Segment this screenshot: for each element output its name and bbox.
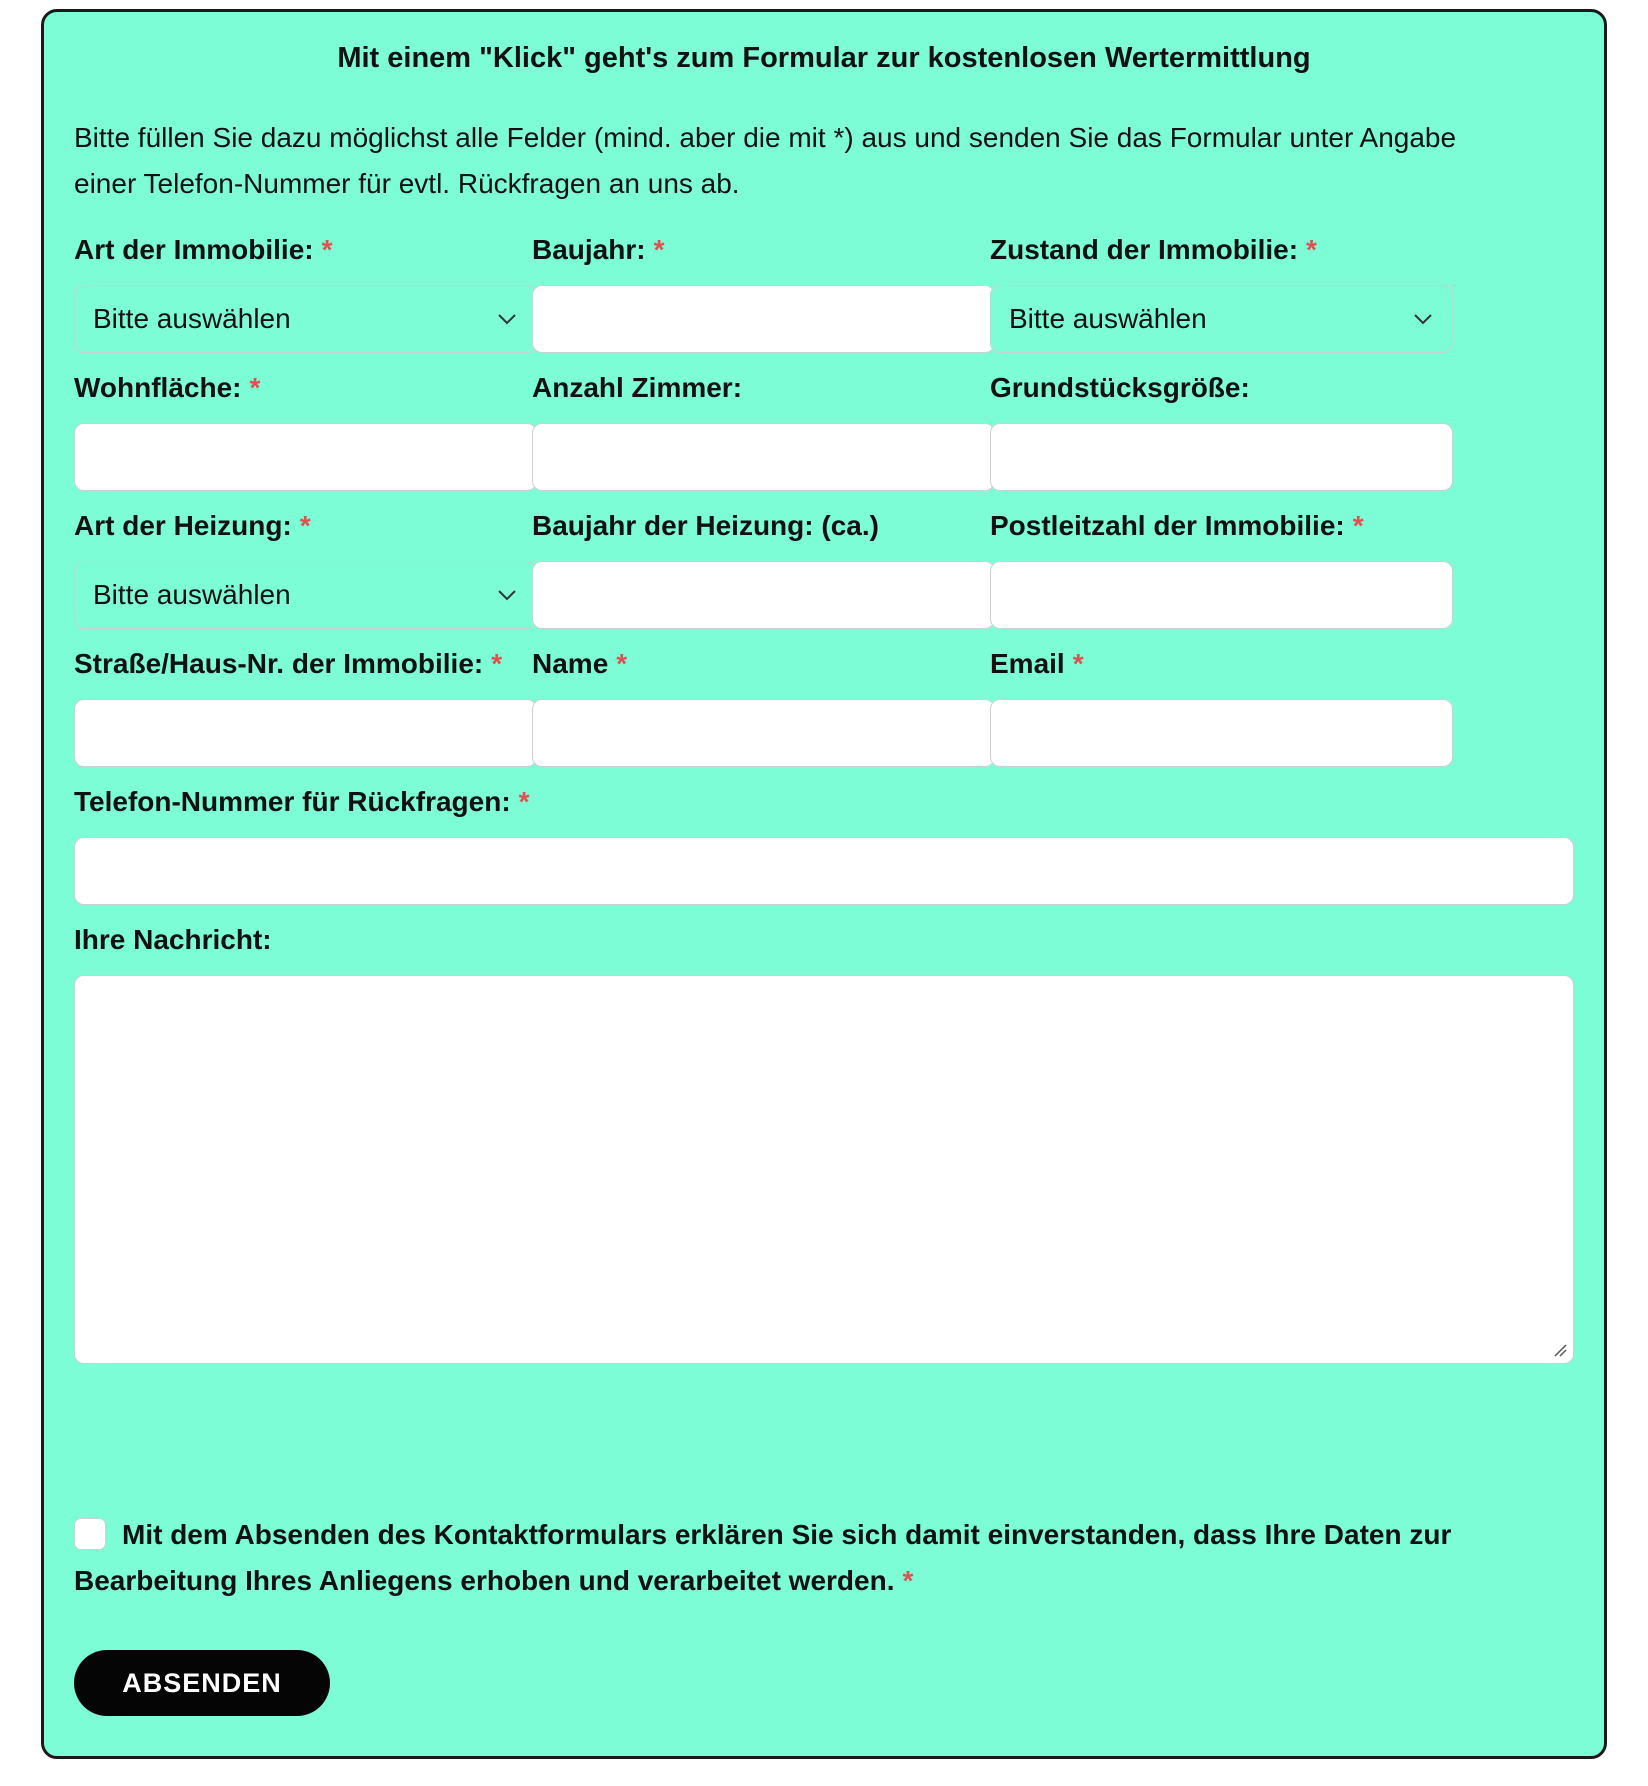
field-baujahr-heizung xyxy=(532,508,995,544)
label-email: Email * xyxy=(990,648,1084,679)
input-baujahr[interactable] xyxy=(532,285,995,353)
field-nachricht xyxy=(74,922,1574,958)
input-baujahr-heizung[interactable] xyxy=(532,561,995,629)
label-art-immobilie: Art der Immobilie: * xyxy=(74,234,333,265)
chevron-down-icon xyxy=(1412,308,1434,330)
required-marker: * xyxy=(1072,648,1084,679)
form-title: Mit einem "Klick" geht's zum Formular zur kostenlosen Wertermittlung xyxy=(337,42,1311,74)
field-baujahr xyxy=(532,232,995,268)
field-email xyxy=(990,646,1453,682)
select-value: Bitte auswählen xyxy=(1009,303,1207,334)
label-heizung: Art der Heizung: * xyxy=(74,510,311,541)
input-name[interactable] xyxy=(532,699,995,767)
consent-checkbox[interactable] xyxy=(74,1518,106,1550)
select-heizung[interactable] xyxy=(74,561,537,629)
label-grundstueck: Grundstücksgröße: xyxy=(990,372,1250,403)
input-strasse[interactable] xyxy=(74,699,537,767)
label-zustand: Zustand der Immobilie: * xyxy=(990,234,1317,265)
required-marker: * xyxy=(518,786,530,817)
required-marker: * xyxy=(1352,510,1364,541)
select-zustand[interactable] xyxy=(990,285,1453,353)
field-wohnflaeche xyxy=(74,370,537,406)
select-value: Bitte auswählen xyxy=(93,579,291,610)
field-zimmer xyxy=(532,370,995,406)
label-baujahr-heizung: Baujahr der Heizung: (ca.) xyxy=(532,510,879,541)
field-zustand xyxy=(990,232,1453,334)
field-plz xyxy=(990,508,1453,544)
resize-handle-icon[interactable] xyxy=(1553,1343,1567,1357)
valuation-form-panel xyxy=(41,9,1607,1759)
required-marker: * xyxy=(491,648,503,679)
form-intro: Bitte füllen Sie dazu möglichst alle Felder (mind. aber die mit *) aus und senden Sie das Formular unter Angabe einer Telefon-Nummer für evtl. Rückfragen an uns ab. xyxy=(74,122,1457,199)
consent-row xyxy=(74,1512,1554,1604)
label-wohnflaeche: Wohnfläche: * xyxy=(74,372,261,403)
label-baujahr: Baujahr: * xyxy=(532,234,665,265)
required-marker: * xyxy=(321,234,333,265)
textarea-nachricht[interactable] xyxy=(74,975,1574,1364)
select-art-immobilie[interactable] xyxy=(74,285,537,353)
field-heizung xyxy=(74,508,537,610)
required-marker: * xyxy=(249,372,261,403)
required-marker: * xyxy=(616,648,628,679)
field-telefon xyxy=(74,784,1574,820)
label-name: Name * xyxy=(532,648,628,679)
label-zimmer: Anzahl Zimmer: xyxy=(532,372,743,403)
field-art-immobilie xyxy=(74,232,537,334)
required-marker: * xyxy=(1306,234,1317,265)
select-value: Bitte auswählen xyxy=(93,303,291,334)
chevron-down-icon xyxy=(496,308,518,330)
input-telefon[interactable] xyxy=(74,837,1574,905)
label-plz: Postleitzahl der Immobilie: * xyxy=(990,510,1364,541)
required-marker: * xyxy=(902,1565,914,1596)
label-strasse: Straße/Haus-Nr. der Immobilie: * xyxy=(74,648,503,679)
label-telefon: Telefon-Nummer für Rückfragen: * xyxy=(74,786,530,817)
field-grundstueck xyxy=(990,370,1453,406)
input-grundstueck[interactable] xyxy=(990,423,1453,491)
submit-button[interactable]: ABSENDEN xyxy=(74,1650,330,1716)
required-marker: * xyxy=(299,510,311,541)
field-strasse xyxy=(74,646,537,682)
label-nachricht: Ihre Nachricht: xyxy=(74,924,272,955)
required-marker: * xyxy=(653,234,665,265)
input-plz[interactable] xyxy=(990,561,1453,629)
field-name xyxy=(532,646,995,682)
input-zimmer[interactable] xyxy=(532,423,995,491)
chevron-down-icon xyxy=(496,584,518,606)
consent-text: Mit dem Absenden des Kontaktformulars erklären Sie sich damit einverstanden, dass Ihre Daten zur Bearbeitung Ihres Anliegens erhoben und verarbeitet werden. xyxy=(74,1519,1452,1596)
input-wohnflaeche[interactable] xyxy=(74,423,537,491)
input-email[interactable] xyxy=(990,699,1453,767)
